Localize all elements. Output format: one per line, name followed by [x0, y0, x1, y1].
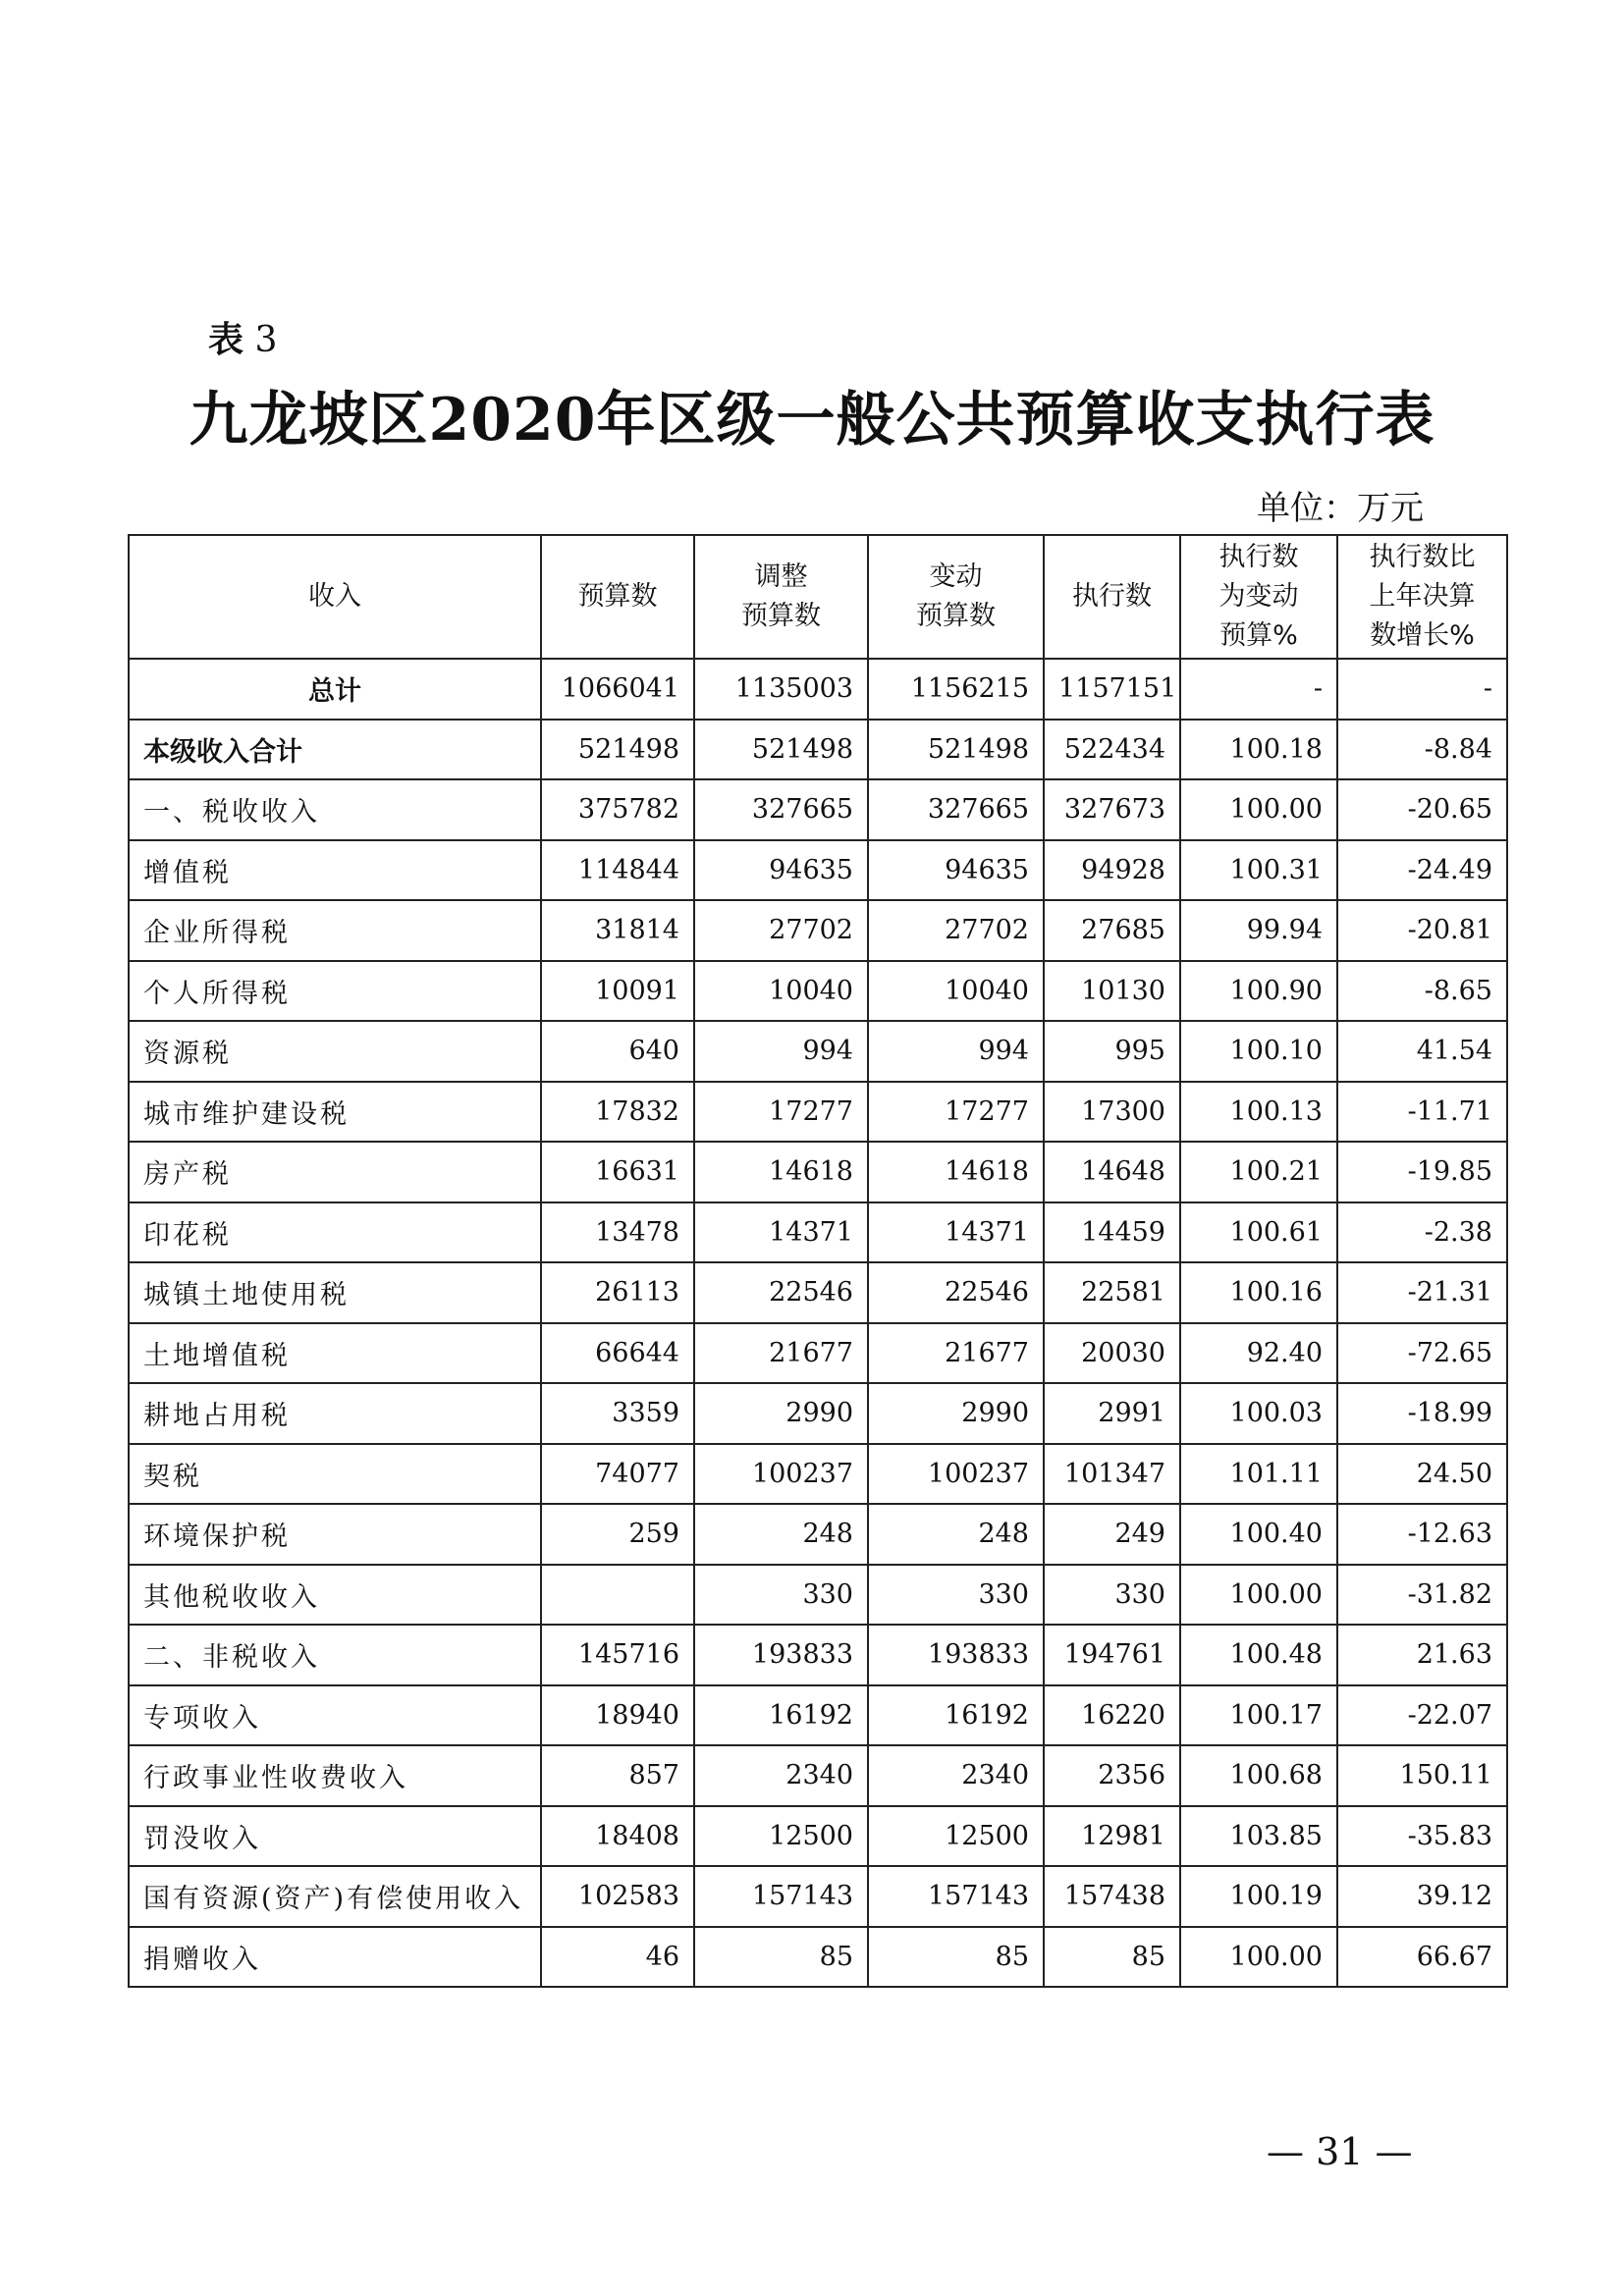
cell-budget: 26113: [541, 1262, 694, 1323]
cell-growth: 150.11: [1337, 1745, 1507, 1806]
cell-ratio: 100.00: [1180, 1565, 1337, 1626]
cell-ratio: 99.94: [1180, 900, 1337, 961]
cell-executed: 12981: [1044, 1806, 1180, 1867]
cell-budget: 16631: [541, 1142, 694, 1202]
cell-growth: -24.49: [1337, 840, 1507, 901]
row-name: 本级收入合计: [129, 720, 541, 780]
cell-changed: 994: [868, 1021, 1044, 1082]
cell-ratio: 100.21: [1180, 1142, 1337, 1202]
cell-changed: 14371: [868, 1202, 1044, 1263]
row-name: 企业所得税: [129, 900, 541, 961]
page-number: — 31 —: [1267, 2130, 1413, 2173]
cell-growth: -35.83: [1337, 1806, 1507, 1867]
cell-executed: 249: [1044, 1504, 1180, 1565]
cell-ratio: 100.10: [1180, 1021, 1337, 1082]
cell-changed: 27702: [868, 900, 1044, 961]
cell-adjusted: 1135003: [694, 659, 868, 720]
cell-budget: 114844: [541, 840, 694, 901]
cell-adjusted: 12500: [694, 1806, 868, 1867]
cell-adjusted: 22546: [694, 1262, 868, 1323]
cell-executed: 2356: [1044, 1745, 1180, 1806]
cell-ratio: 101.11: [1180, 1444, 1337, 1505]
cell-budget: 521498: [541, 720, 694, 780]
cell-growth: -2.38: [1337, 1202, 1507, 1263]
header-growth: 执行数比 上年决算 数增长%: [1337, 535, 1507, 659]
row-name: 环境保护税: [129, 1504, 541, 1565]
table-body: [129, 659, 1507, 1987]
table-row: [129, 779, 1507, 840]
cell-growth: 39.12: [1337, 1866, 1507, 1927]
cell-ratio: 100.40: [1180, 1504, 1337, 1565]
cell-ratio: 100.19: [1180, 1866, 1337, 1927]
cell-adjusted: 248: [694, 1504, 868, 1565]
cell-budget: 640: [541, 1021, 694, 1082]
cell-adjusted: 100237: [694, 1444, 868, 1505]
cell-adjusted: 16192: [694, 1685, 868, 1746]
cell-budget: 13478: [541, 1202, 694, 1263]
cell-growth: -31.82: [1337, 1565, 1507, 1626]
cell-adjusted: 193833: [694, 1625, 868, 1685]
table-row: [129, 720, 1507, 780]
cell-budget: 375782: [541, 779, 694, 840]
table-row: [129, 961, 1507, 1022]
cell-budget: 102583: [541, 1866, 694, 1927]
row-name: 土地增值税: [129, 1323, 541, 1384]
cell-growth: -19.85: [1337, 1142, 1507, 1202]
table-header-row: [129, 535, 1507, 659]
cell-ratio: 100.17: [1180, 1685, 1337, 1746]
table-label-prefix: 表: [208, 320, 244, 360]
table-row: [129, 840, 1507, 901]
row-name: 资源税: [129, 1021, 541, 1082]
cell-adjusted: 94635: [694, 840, 868, 901]
cell-budget: 3359: [541, 1383, 694, 1444]
row-name: 房产税: [129, 1142, 541, 1202]
cell-changed: 193833: [868, 1625, 1044, 1685]
cell-changed: 248: [868, 1504, 1044, 1565]
table-label: [208, 312, 277, 362]
table-row: [129, 1142, 1507, 1202]
cell-growth: -11.71: [1337, 1082, 1507, 1143]
cell-executed: 194761: [1044, 1625, 1180, 1685]
cell-ratio: 100.18: [1180, 720, 1337, 780]
row-name: 罚没收入: [129, 1806, 541, 1867]
cell-growth: 21.63: [1337, 1625, 1507, 1685]
table-row: [129, 1202, 1507, 1263]
row-name: 一、税收收入: [129, 779, 541, 840]
cell-budget: 10091: [541, 961, 694, 1022]
cell-ratio: 100.31: [1180, 840, 1337, 901]
table-row: [129, 1565, 1507, 1626]
cell-ratio: -: [1180, 659, 1337, 720]
table-row: [129, 1745, 1507, 1806]
row-name: 捐赠收入: [129, 1927, 541, 1988]
cell-adjusted: 14371: [694, 1202, 868, 1263]
cell-growth: 66.67: [1337, 1927, 1507, 1988]
cell-growth: -20.81: [1337, 900, 1507, 961]
cell-changed: 21677: [868, 1323, 1044, 1384]
cell-changed: 14618: [868, 1142, 1044, 1202]
table-row: [129, 1806, 1507, 1867]
cell-changed: 94635: [868, 840, 1044, 901]
cell-executed: 157438: [1044, 1866, 1180, 1927]
page-title: 九龙坡区2020年区级一般公共预算收支执行表: [189, 386, 1435, 454]
header-executed: 执行数: [1044, 535, 1180, 659]
cell-ratio: 100.03: [1180, 1383, 1337, 1444]
cell-executed: 85: [1044, 1927, 1180, 1988]
table-row: [129, 1866, 1507, 1927]
cell-adjusted: 21677: [694, 1323, 868, 1384]
cell-adjusted: 157143: [694, 1866, 868, 1927]
table-row: [129, 1262, 1507, 1323]
cell-executed: 1157151: [1044, 659, 1180, 720]
cell-changed: 100237: [868, 1444, 1044, 1505]
cell-ratio: 100.48: [1180, 1625, 1337, 1685]
cell-ratio: 100.68: [1180, 1745, 1337, 1806]
cell-adjusted: 330: [694, 1565, 868, 1626]
cell-budget: 145716: [541, 1625, 694, 1685]
cell-adjusted: 85: [694, 1927, 868, 1988]
cell-growth: -: [1337, 659, 1507, 720]
cell-executed: 327673: [1044, 779, 1180, 840]
table-row: [129, 1383, 1507, 1444]
cell-growth: -22.07: [1337, 1685, 1507, 1746]
row-name: 国有资源(资产)有偿使用收入: [129, 1866, 541, 1927]
row-name: 总计: [129, 659, 541, 720]
cell-adjusted: 27702: [694, 900, 868, 961]
cell-ratio: 100.13: [1180, 1082, 1337, 1143]
cell-adjusted: 2990: [694, 1383, 868, 1444]
cell-budget: 17832: [541, 1082, 694, 1143]
header-adjusted: 调整 预算数: [694, 535, 868, 659]
cell-budget: 259: [541, 1504, 694, 1565]
cell-changed: 327665: [868, 779, 1044, 840]
cell-adjusted: 2340: [694, 1745, 868, 1806]
cell-ratio: 100.61: [1180, 1202, 1337, 1263]
row-name: 其他税收收入: [129, 1565, 541, 1626]
cell-budget: 857: [541, 1745, 694, 1806]
table-row: [129, 1021, 1507, 1082]
row-name: 印花税: [129, 1202, 541, 1263]
table-row: [129, 1927, 1507, 1988]
cell-adjusted: 521498: [694, 720, 868, 780]
table-row: [129, 659, 1507, 720]
cell-adjusted: 17277: [694, 1082, 868, 1143]
cell-growth: 41.54: [1337, 1021, 1507, 1082]
cell-growth: -72.65: [1337, 1323, 1507, 1384]
row-name: 城市维护建设税: [129, 1082, 541, 1143]
cell-executed: 995: [1044, 1021, 1180, 1082]
table-row: [129, 1504, 1507, 1565]
cell-executed: 16220: [1044, 1685, 1180, 1746]
cell-growth: 24.50: [1337, 1444, 1507, 1505]
header-ratio: 执行数 为变动 预算%: [1180, 535, 1337, 659]
budget-table: [128, 534, 1508, 1988]
row-name: 个人所得税: [129, 961, 541, 1022]
row-name: 耕地占用税: [129, 1383, 541, 1444]
unit-label: 单位：万元: [1257, 489, 1424, 528]
cell-changed: 330: [868, 1565, 1044, 1626]
cell-growth: -18.99: [1337, 1383, 1507, 1444]
table-row: [129, 1685, 1507, 1746]
cell-budget: [541, 1565, 694, 1626]
cell-changed: 22546: [868, 1262, 1044, 1323]
cell-changed: 521498: [868, 720, 1044, 780]
cell-budget: 31814: [541, 900, 694, 961]
cell-adjusted: 994: [694, 1021, 868, 1082]
header-changed: 变动 预算数: [868, 535, 1044, 659]
table-row: [129, 1323, 1507, 1384]
cell-adjusted: 10040: [694, 961, 868, 1022]
cell-budget: 18940: [541, 1685, 694, 1746]
table-row: [129, 1625, 1507, 1685]
cell-changed: 2990: [868, 1383, 1044, 1444]
cell-growth: -12.63: [1337, 1504, 1507, 1565]
cell-executed: 522434: [1044, 720, 1180, 780]
cell-changed: 1156215: [868, 659, 1044, 720]
cell-executed: 22581: [1044, 1262, 1180, 1323]
cell-executed: 10130: [1044, 961, 1180, 1022]
row-name: 增值税: [129, 840, 541, 901]
row-name: 城镇土地使用税: [129, 1262, 541, 1323]
cell-executed: 101347: [1044, 1444, 1180, 1505]
header-item: 收入: [129, 535, 541, 659]
table-label-number: 3: [254, 320, 278, 360]
cell-growth: -20.65: [1337, 779, 1507, 840]
table-row: [129, 1444, 1507, 1505]
cell-changed: 17277: [868, 1082, 1044, 1143]
cell-growth: -8.84: [1337, 720, 1507, 780]
cell-changed: 12500: [868, 1806, 1044, 1867]
cell-budget: 18408: [541, 1806, 694, 1867]
cell-changed: 16192: [868, 1685, 1044, 1746]
header-budget: 预算数: [541, 535, 694, 659]
cell-executed: 2991: [1044, 1383, 1180, 1444]
cell-executed: 14459: [1044, 1202, 1180, 1263]
cell-executed: 94928: [1044, 840, 1180, 901]
cell-growth: -8.65: [1337, 961, 1507, 1022]
cell-changed: 85: [868, 1927, 1044, 1988]
cell-executed: 17300: [1044, 1082, 1180, 1143]
cell-budget: 1066041: [541, 659, 694, 720]
cell-budget: 74077: [541, 1444, 694, 1505]
table-row: [129, 900, 1507, 961]
cell-executed: 14648: [1044, 1142, 1180, 1202]
cell-executed: 27685: [1044, 900, 1180, 961]
cell-executed: 330: [1044, 1565, 1180, 1626]
cell-ratio: 100.00: [1180, 1927, 1337, 1988]
table-row: [129, 1082, 1507, 1143]
cell-changed: 157143: [868, 1866, 1044, 1927]
cell-growth: -21.31: [1337, 1262, 1507, 1323]
cell-adjusted: 14618: [694, 1142, 868, 1202]
cell-changed: 2340: [868, 1745, 1044, 1806]
row-name: 二、非税收入: [129, 1625, 541, 1685]
cell-budget: 46: [541, 1927, 694, 1988]
cell-executed: 20030: [1044, 1323, 1180, 1384]
cell-budget: 66644: [541, 1323, 694, 1384]
cell-ratio: 100.90: [1180, 961, 1337, 1022]
cell-adjusted: 327665: [694, 779, 868, 840]
row-name: 专项收入: [129, 1685, 541, 1746]
cell-ratio: 100.00: [1180, 779, 1337, 840]
row-name: 契税: [129, 1444, 541, 1505]
cell-ratio: 92.40: [1180, 1323, 1337, 1384]
cell-ratio: 100.16: [1180, 1262, 1337, 1323]
cell-changed: 10040: [868, 961, 1044, 1022]
row-name: 行政事业性收费收入: [129, 1745, 541, 1806]
cell-ratio: 103.85: [1180, 1806, 1337, 1867]
